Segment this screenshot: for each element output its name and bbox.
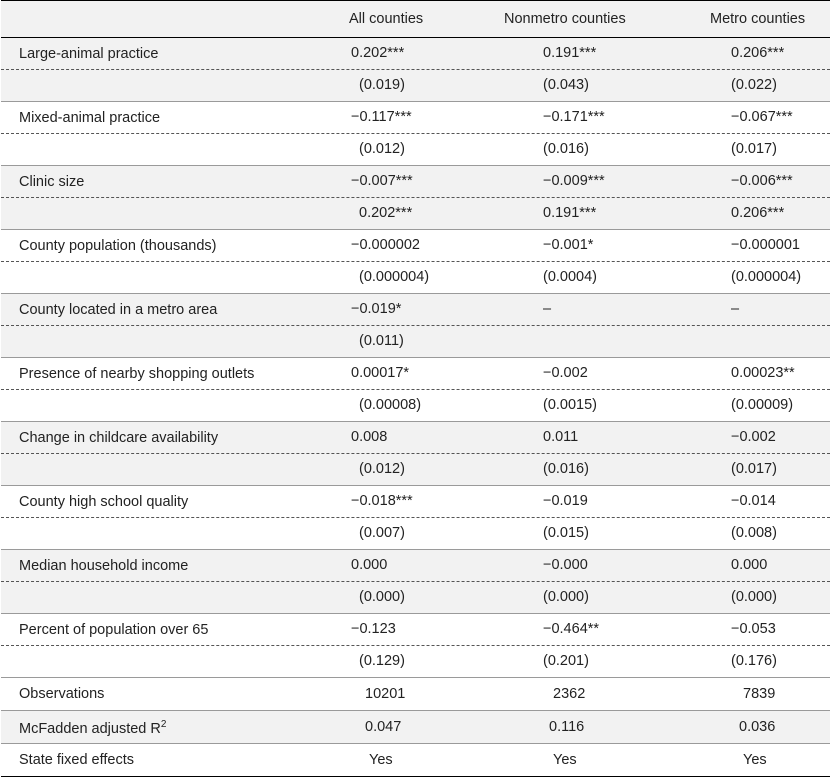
standard-error-cell: 0.206*** [731, 205, 785, 221]
standard-error-cell: (0.007) [359, 525, 405, 541]
row-label: Percent of population over 65 [19, 622, 209, 638]
standard-error-cell: 0.202*** [359, 205, 413, 221]
coefficient-cell: −0.018*** [351, 493, 413, 509]
coefficient-cell: −0.014 [731, 493, 776, 509]
coefficient-cell: 0.202*** [351, 45, 405, 61]
header-nonmetro-counties: Nonmetro counties [504, 11, 626, 27]
standard-error-cell: (0.016) [543, 141, 589, 157]
table-row [1, 326, 830, 358]
summary-value-cell: 7839 [743, 686, 776, 702]
standard-error-cell: (0.201) [543, 653, 589, 669]
standard-error-cell: (0.000004) [731, 269, 802, 285]
standard-error-cell: (0.015) [543, 525, 589, 541]
coefficient-cell: −0.000002 [351, 237, 420, 253]
table-row [1, 646, 830, 678]
coefficient-cell: −0.000001 [731, 237, 800, 253]
coefficient-cell: 0.00017* [351, 365, 410, 381]
coefficient-cell: 0.000 [351, 557, 388, 573]
row-label: Clinic size [19, 174, 85, 190]
coefficient-cell: −0.007*** [351, 173, 413, 189]
coefficient-cell: −0.117*** [351, 109, 412, 125]
standard-error-cell: (0.000) [731, 589, 777, 605]
standard-error-cell: (0.008) [731, 525, 777, 541]
coefficient-cell: 0.191*** [543, 45, 597, 61]
row-label: Median household income [19, 558, 189, 574]
summary-value-cell: 0.036 [739, 719, 776, 735]
summary-value-cell: 0.116 [549, 719, 585, 735]
summary-value-cell: 2362 [553, 686, 586, 702]
coefficient-cell: −0.019* [351, 301, 402, 317]
summary-label-text: Observations [19, 686, 105, 702]
standard-error-cell: (0.043) [543, 77, 589, 93]
standard-error-cell: (0.000) [359, 589, 405, 605]
table-row [1, 230, 830, 262]
standard-error-cell: (0.019) [359, 77, 405, 93]
table-row [1, 134, 830, 166]
coefficient-cell: 0.008 [351, 429, 388, 445]
table-row [1, 262, 830, 294]
table-row [1, 294, 830, 326]
coefficient-cell: 0.000 [731, 557, 768, 573]
standard-error-cell: (0.00008) [359, 397, 422, 413]
table-row [1, 614, 830, 646]
standard-error-cell: (0.012) [359, 461, 405, 477]
table-row [1, 358, 830, 390]
coefficient-cell: 0.011 [543, 429, 579, 445]
table-row [1, 390, 830, 422]
summary-value-cell: 10201 [365, 686, 406, 702]
standard-error-cell: (0.0004) [543, 269, 598, 285]
summary-row [1, 678, 830, 711]
table-row [1, 422, 830, 454]
standard-error-cell: (0.012) [359, 141, 405, 157]
coefficient-cell: −0.053 [731, 621, 776, 637]
row-label: County high school quality [19, 494, 189, 510]
standard-error-cell: (0.016) [543, 461, 589, 477]
row-label: Mixed-animal practice [19, 110, 161, 126]
coefficient-cell: 0.00023** [731, 365, 795, 381]
summary-value-cell: Yes [369, 752, 393, 768]
summary-row [1, 711, 830, 744]
summary-value-cell: Yes [743, 752, 767, 768]
table-row [1, 582, 830, 614]
standard-error-cell: (0.0015) [543, 397, 598, 413]
table-row [1, 166, 830, 198]
table-row [1, 70, 830, 102]
row-label: County located in a metro area [19, 302, 218, 318]
coefficient-cell: −0.009*** [543, 173, 605, 189]
table-row [1, 486, 830, 518]
table-row [1, 198, 830, 230]
coefficient-cell: 0.206*** [731, 45, 785, 61]
coefficient-cell: – [731, 301, 740, 317]
table-row [1, 38, 830, 70]
summary-label [19, 752, 134, 768]
summary-value-cell: 0.047 [365, 719, 402, 735]
standard-error-cell: (0.129) [359, 653, 405, 669]
standard-error-cell: (0.017) [731, 141, 777, 157]
coefficient-cell: −0.006*** [731, 173, 793, 189]
header-all-counties: All counties [349, 11, 424, 27]
standard-error-cell: (0.00009) [731, 397, 794, 413]
table-row [1, 550, 830, 582]
summary-label [19, 686, 104, 702]
summary-label-text: State fixed effects [19, 752, 134, 768]
standard-error-cell: (0.011) [359, 333, 404, 349]
row-label: Large-animal practice [19, 46, 159, 62]
summary-label [19, 719, 166, 737]
table-header [1, 0, 830, 38]
header-metro-counties: Metro counties [710, 11, 806, 27]
coefficient-cell: −0.067*** [731, 109, 793, 125]
table-footer [1, 678, 830, 777]
standard-error-cell: (0.017) [731, 461, 777, 477]
summary-label-text: McFadden adjusted R [19, 720, 161, 737]
regression-table [1, 0, 830, 777]
row-label: Change in childcare availability [19, 430, 219, 446]
table-row [1, 102, 830, 134]
standard-error-cell: (0.000) [543, 589, 589, 605]
summary-label-superscript: 2 [160, 719, 167, 730]
row-label: County population (thousands) [19, 238, 217, 254]
standard-error-cell: 0.191*** [543, 205, 597, 221]
standard-error-cell: (0.000004) [359, 269, 430, 285]
table-body [1, 38, 830, 678]
standard-error-cell: (0.176) [731, 653, 777, 669]
coefficient-cell: −0.123 [351, 621, 396, 637]
coefficient-cell: −0.464** [543, 621, 600, 637]
summary-value-cell: Yes [553, 752, 577, 768]
standard-error-cell: (0.022) [731, 77, 777, 93]
table-row [1, 454, 830, 486]
coefficient-cell: – [543, 301, 552, 317]
table-row [1, 518, 830, 550]
coefficient-cell: −0.001* [543, 237, 594, 253]
coefficient-cell: −0.002 [543, 365, 588, 381]
coefficient-cell: −0.000 [543, 557, 588, 573]
coefficient-cell: −0.019 [543, 493, 588, 509]
summary-row [1, 744, 830, 777]
coefficient-cell: −0.171*** [543, 109, 605, 125]
row-label: Presence of nearby shopping outlets [19, 366, 255, 382]
coefficient-cell: −0.002 [731, 429, 776, 445]
